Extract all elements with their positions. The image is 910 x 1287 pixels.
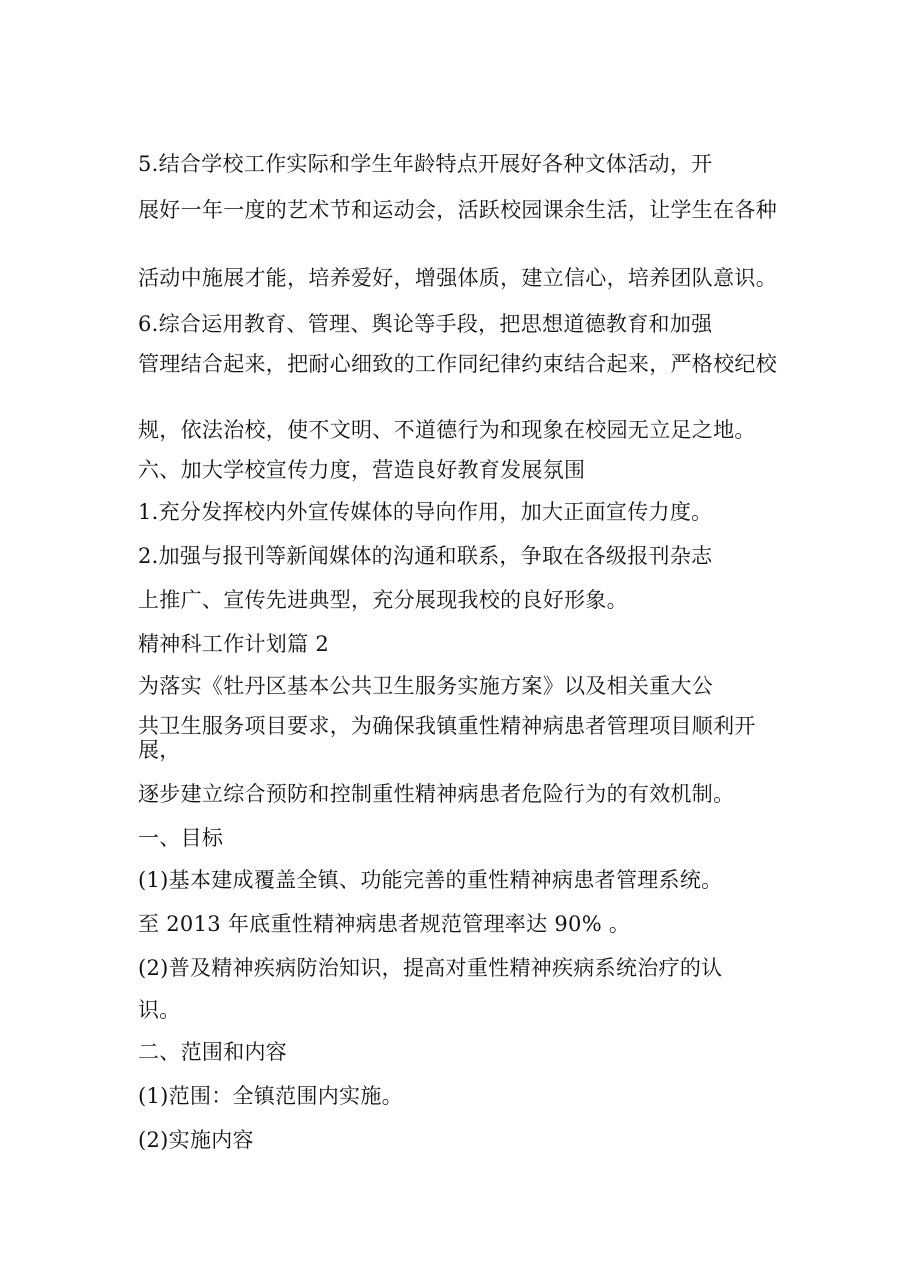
text-line: 2.加强与报刊等新闻媒体的沟通和联系，争取在各级报刊杂志 — [138, 544, 713, 568]
text-line: (2)实施内容 — [138, 1128, 254, 1152]
text-line: (1)基本建成覆盖全镇、功能完善的重性精神病患者管理系统。 — [138, 868, 723, 892]
text-line: 活动中施展才能，培养爱好，增强体质，建立信心，培养团队意识。 — [138, 266, 777, 290]
text-line: 共卫生服务项目要求，为确保我镇重性精神病患者管理项目顺利开展， — [138, 714, 756, 762]
text-line: 至 2013 年底重性精神病患者规范管理率达 90% 。 — [138, 912, 631, 936]
text-line: 5.结合学校工作实际和学生年龄特点开展好各种文体活动，开 — [138, 152, 713, 176]
section-heading: 二、范围和内容 — [138, 1040, 288, 1064]
text-line: 识。 — [138, 998, 181, 1022]
article-title: 精神科工作计划篇 2 — [138, 632, 330, 656]
text-line: 上推广、宣传先进典型，充分展现我校的良好形象。 — [138, 588, 628, 612]
text-line: 6.综合运用教育、管理、舆论等手段，把思想道德教育和加强 — [138, 312, 713, 336]
text-line: 展好一年一度的艺术节和运动会，活跃校园课余生活，让学生在各种 — [138, 198, 777, 222]
text-line: 规，依法治校，使不文明、不道德行为和现象在校园无立足之地。 — [138, 418, 756, 442]
text-line: (1)范围：全镇范围内实施。 — [138, 1084, 403, 1108]
text-line: (2)普及精神疾病防治知识，提高对重性精神疾病系统治疗的认 — [138, 956, 723, 980]
section-heading: 一、目标 — [138, 826, 224, 850]
text-line: 为落实《牡丹区基本公共卫生服务实施方案》以及相关重大公 — [138, 674, 714, 698]
text-line: 管理结合起来，把耐心细致的工作同纪律约束结合起来，严格校纪校 — [138, 352, 777, 376]
text-line: 1.充分发挥校内外宣传媒体的导向作用，加大正面宣传力度。 — [138, 500, 713, 524]
section-heading: 六、加大学校宣传力度，营造良好教育发展氛围 — [138, 458, 586, 482]
text-line: 逐步建立综合预防和控制重性精神病患者危险行为的有效机制。 — [138, 782, 735, 806]
